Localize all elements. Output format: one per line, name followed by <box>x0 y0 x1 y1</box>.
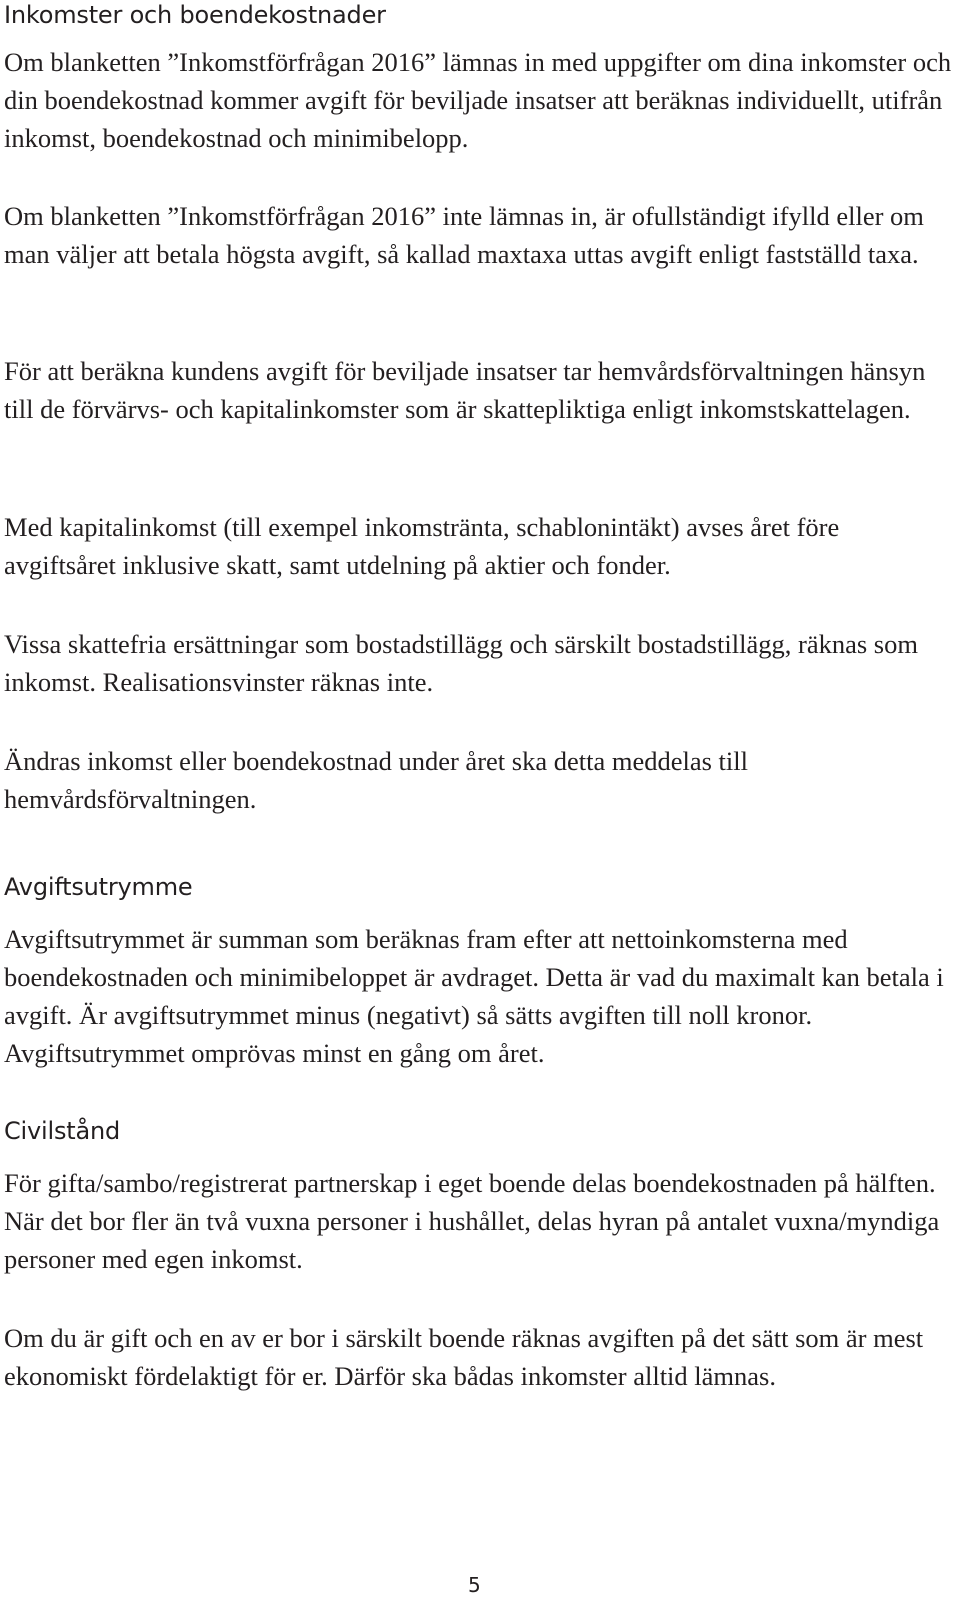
paragraph: För att beräkna kundens avgift för beviljade insatser tar hemvårdsförvaltningen hänsyn till de förvärvs- och kapitalinkomster som är skattepliktiga enligt inkomstskattelagen. <box>4 356 926 424</box>
paragraph: Om blanketten ”Inkomstförfrågan 2016” lämnas in med uppgifter om dina inkomster och din boendekostnad kommer avgift för beviljade insatser att beräknas individuellt, utifrån inkomst, boendekostnad och minimibelopp. <box>4 47 952 153</box>
paragraph: Ändras inkomst eller boendekostnad under året ska detta meddelas till hemvårdsförvaltningen. <box>4 746 748 814</box>
paragraph: Om du är gift och en av er bor i särskilt boende räknas avgiften på det sätt som är mest ekonomiskt fördelaktigt för er. Därför ska bådas inkomster alltid lämnas. <box>4 1323 924 1391</box>
paragraph: Om blanketten ”Inkomstförfrågan 2016” inte lämnas in, är ofullständigt ifylld eller om man väljer att betala högsta avgift, så kallad maxtaxa uttas avgift enligt fastställd taxa. <box>4 201 924 269</box>
section-heading-civilstand: Civilstånd <box>4 1117 121 1145</box>
paragraph: Vissa skattefria ersättningar som bostadstillägg och särskilt bostadstillägg, räknas som inkomst. Realisationsvinster räknas inte. <box>4 629 918 697</box>
section-heading-inkomster: Inkomster och boendekostnader <box>4 1 386 29</box>
paragraph: Med kapitalinkomst (till exempel inkomstränta, schablonintäkt) avses året före avgiftsåret inklusive skatt, samt utdelning på aktier och fonder. <box>4 512 840 580</box>
paragraph: För gifta/sambo/registrerat partnerskap i eget boende delas boendekostnaden på hälften. När det bor fler än två vuxna personer i hushållet, delas hyran på antalet vuxna/myndiga personer med egen inkomst. <box>4 1168 940 1274</box>
paragraph: Avgiftsutrymmet är summan som beräknas fram efter att nettoinkomsterna med boendekostnaden och minimibeloppet är avdraget. Detta är vad du maximalt kan betala i avgift. Är avgiftsutrymmet minus (negativt) så sätts avgiften till noll kronor. Avgiftsutrymmet omprövas minst en gång om året. <box>4 924 944 1068</box>
page-number: 5 <box>468 1573 481 1597</box>
section-heading-avgiftsutrymme: Avgiftsutrymme <box>4 873 193 901</box>
